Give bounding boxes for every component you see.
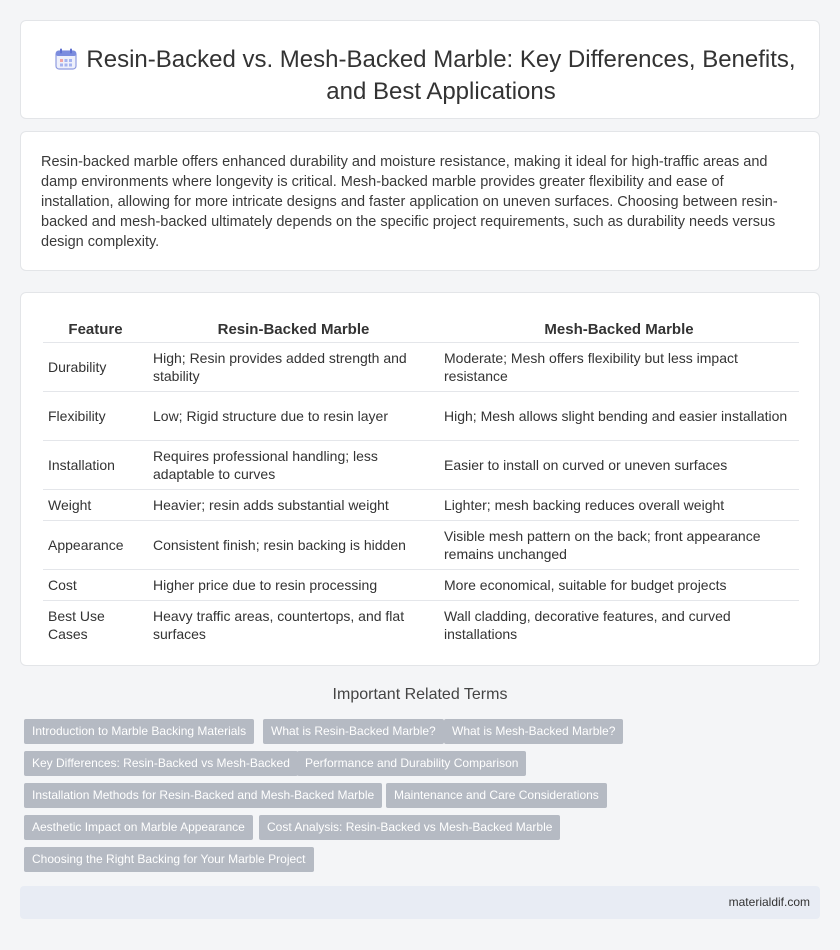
comparison-table bbox=[43, 314, 799, 649]
table-cell: Wall cladding, decorative features, and curved installations bbox=[439, 600, 799, 649]
comparison-table-card bbox=[20, 292, 820, 666]
table-cell: High; Mesh allows slight bending and easier installation bbox=[439, 391, 799, 440]
table-header-resin: Resin-Backed Marble bbox=[217, 321, 370, 338]
related-term-tag[interactable]: Installation Methods for Resin-Backed and Mesh-Backed Marble bbox=[24, 783, 382, 808]
table-row bbox=[43, 391, 799, 440]
table-cell: Flexibility bbox=[43, 391, 148, 440]
table-cell: Lighter; mesh backing reduces overall weight bbox=[439, 489, 799, 520]
header-card bbox=[20, 20, 820, 119]
related-term-tag[interactable]: Introduction to Marble Backing Materials bbox=[24, 719, 254, 744]
related-term-tag[interactable]: Performance and Durability Comparison bbox=[297, 751, 526, 776]
table-cell: Durability bbox=[43, 342, 148, 391]
related-term-tag[interactable]: Key Differences: Resin-Backed vs Mesh-Backed bbox=[24, 751, 298, 776]
table-cell: Higher price due to resin processing bbox=[148, 569, 439, 600]
calendar-icon bbox=[54, 47, 78, 71]
related-term-tag[interactable]: Maintenance and Care Considerations bbox=[386, 783, 607, 808]
table-cell: Consistent finish; resin backing is hidden bbox=[148, 520, 439, 569]
table-cell: Moderate; Mesh offers flexibility but less impact resistance bbox=[439, 342, 799, 391]
related-terms-title: Important Related Terms bbox=[332, 686, 508, 703]
table-header-mesh: Mesh-Backed Marble bbox=[544, 321, 694, 338]
table-cell: High; Resin provides added strength and stability bbox=[148, 342, 439, 391]
related-term-tag[interactable]: Aesthetic Impact on Marble Appearance bbox=[24, 815, 253, 840]
table-row bbox=[43, 600, 799, 649]
table-cell: Cost bbox=[43, 569, 148, 600]
footer-site-link[interactable]: materialdif.com bbox=[728, 895, 810, 909]
page-title: Resin-Backed vs. Mesh-Backed Marble: Key Differences, Benefits, and Best Applications bbox=[86, 46, 796, 105]
table-header-feature: Feature bbox=[68, 321, 123, 338]
table-row bbox=[43, 520, 799, 569]
related-term-tag[interactable]: What is Mesh-Backed Marble? bbox=[444, 719, 623, 744]
table-cell: Appearance bbox=[43, 520, 148, 569]
table-cell: Installation bbox=[43, 440, 148, 489]
summary-text: Resin-backed marble offers enhanced durability and moisture resistance, making it ideal for high-traffic areas and damp environments where longevity is critical. Mesh-backed marble provides greater flexibility and ease of installation, allowing for more intricate designs and faster application on uneven surfaces. Choosing between resin-backed and mesh-backed ultimately depends on the specific project requirements, such as durability needs versus design complexity. bbox=[41, 154, 778, 250]
related-term-tag[interactable]: What is Resin-Backed Marble? bbox=[263, 719, 444, 744]
table-cell: Heavy traffic areas, countertops, and flat surfaces bbox=[148, 600, 439, 649]
related-term-tag[interactable]: Choosing the Right Backing for Your Marble Project bbox=[24, 847, 314, 872]
table-cell: Low; Rigid structure due to resin layer bbox=[148, 391, 439, 440]
table-cell: Weight bbox=[43, 489, 148, 520]
table-row bbox=[43, 440, 799, 489]
table-row bbox=[43, 569, 799, 600]
table-cell: More economical, suitable for budget projects bbox=[439, 569, 799, 600]
footer-bar bbox=[20, 886, 820, 919]
table-cell: Requires professional handling; less adaptable to curves bbox=[148, 440, 439, 489]
table-cell: Easier to install on curved or uneven surfaces bbox=[439, 440, 799, 489]
table-row bbox=[43, 489, 799, 520]
summary-card bbox=[20, 131, 820, 271]
table-row bbox=[43, 342, 799, 391]
table-cell: Heavier; resin adds substantial weight bbox=[148, 489, 439, 520]
table-cell: Best Use Cases bbox=[43, 600, 148, 649]
table-cell: Visible mesh pattern on the back; front appearance remains unchanged bbox=[439, 520, 799, 569]
related-term-tag[interactable]: Cost Analysis: Resin-Backed vs Mesh-Backed Marble bbox=[259, 815, 560, 840]
